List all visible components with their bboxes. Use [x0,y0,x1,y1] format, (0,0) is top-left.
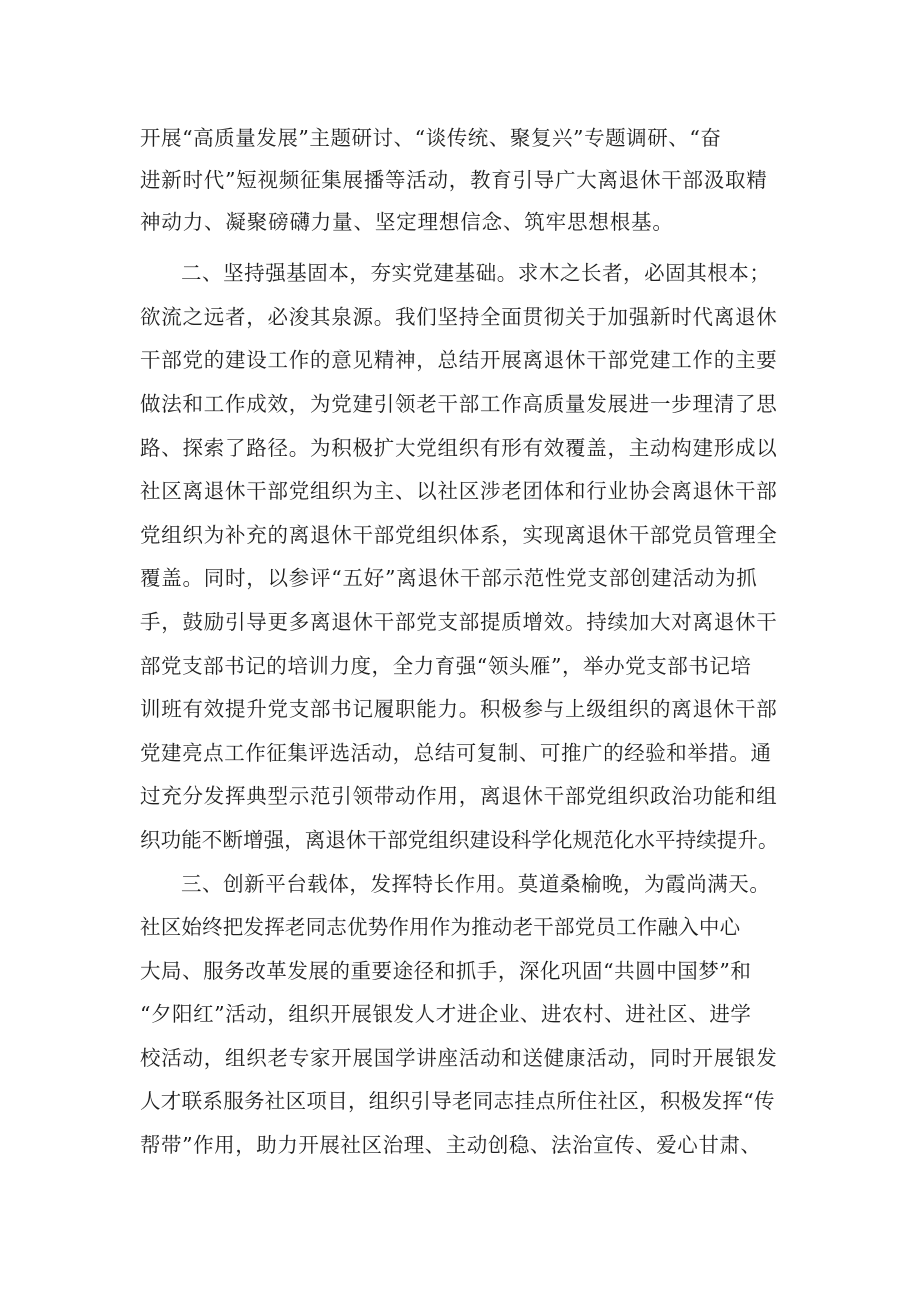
text-line: 大局、服务改革发展的重要途径和抓手，深化巩固“共圆中国梦”和 [140,959,752,983]
text-line: 训班有效提升党支部书记履职能力。积极参与上级组织的离退休干部 [140,697,778,721]
text-line: 欲流之远者，必浚其泉源。我们坚持全面贯彻关于加强新时代离退休 [140,305,778,329]
text-line: 帮带”作用，助力开展社区治理、主动创稳、法治宣传、爱心甘肃、 [140,1133,762,1157]
text-line: 三、创新平台载体，发挥特长作用。莫道桑榆晚，为霞尚满天。 [181,872,771,896]
text-line: 覆盖。同时，以参评“五好”离退休干部示范性党支部创建活动为抓 [140,566,758,590]
text-line: 进新时代”短视频征集展播等活动，教育引导广大离退休干部汲取精 [140,168,768,192]
text-line: 校活动，组织老专家开展国学讲座活动和送健康活动，同时开展银发 [140,1046,778,1070]
text-line: 部党支部书记的培训力度，全力育强“领头雁”，举办党支部书记培 [140,654,752,678]
text-line: 路、探索了路径。为积极扩大党组织有形有效覆盖，主动构建形成以 [140,436,778,460]
text-line: 社区离退休干部党组织为主、以社区涉老团体和行业协会离退休干部 [140,479,778,503]
text-line: 二、坚持强基固本，夯实党建基础。求木之长者，必固其根本； [181,261,771,285]
text-line: 党建亮点工作征集评选活动，总结可复制、可推广的经验和举措。通 [140,741,772,765]
text-line: “夕阳红”活动，组织开展银发人才进企业、进农村、进社区、进学 [140,1002,752,1026]
text-line: 织功能不断增强，离退休干部党组织建设科学化规范化水平持续提升。 [140,828,779,852]
text-line: 人才联系服务社区项目，组织引导老同志挂点所住社区，积极发挥“传 [140,1089,775,1113]
text-line: 神动力、凝聚磅礴力量、坚定理想信念、筑牢思想根基。 [140,210,674,234]
text-line: 党组织为补充的离退休干部党组织体系，实现离退休干部党员管理全 [140,523,778,547]
text-line: 做法和工作成效，为党建引领老干部工作高质量发展进一步理清了思 [140,392,778,416]
text-line: 过充分发挥典型示范引领带动作用，离退休干部党组织政治功能和组 [140,784,778,808]
text-line: 手，鼓励引导更多离退休干部党支部提质增效。持续加大对离退休干 [140,610,778,634]
text-line: 社区始终把发挥老同志优势作用作为推动老干部党员工作融入中心 [140,915,741,939]
text-line: 开展“高质量发展”主题研讨、“谈传统、聚复兴”专题调研、“奋 [140,126,722,150]
text-line: 干部党的建设工作的意见精神，总结开展离退休干部党建工作的主要 [140,348,778,372]
